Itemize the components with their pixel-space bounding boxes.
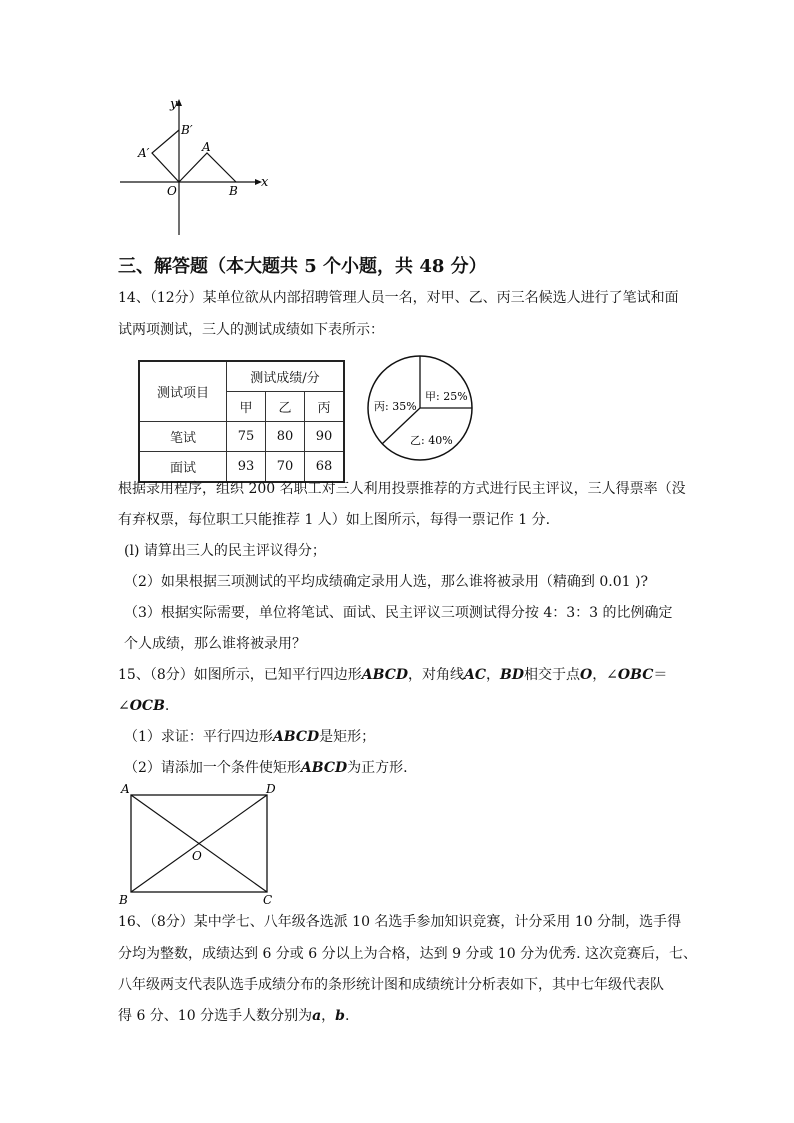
label-o: O [192,849,202,863]
cell: 75 [227,422,266,452]
label-c: C [263,893,273,907]
q15-line1 [118,665,667,685]
q15-ac: AC [463,667,486,683]
score-table [138,360,345,483]
col-header: 甲 [227,392,266,422]
q15-abcd: ABCD [272,729,320,745]
cell: 80 [266,422,305,452]
q15-obc: OBC [617,667,654,683]
section-title: 三、解答题（本大题共 5 个小题，共 48 分） [118,256,487,277]
pie-label-jia: 甲: 25% [425,390,468,403]
vote-pie-chart [364,352,484,464]
q16-line2: 分均为整数，成绩达到 6 分或 6 分以上为合格，达到 9 分或 10 分为优秀. 这次竞赛后，七、 [118,946,698,962]
row-label: 笔试 [139,422,227,452]
q16-text: 得 6 分、10 分选手人数分别为 [118,1008,313,1024]
q15-sub2 [124,758,408,778]
q16-line4 [118,1006,349,1026]
rectangle-figure [114,780,294,908]
q15-text: 是矩形； [319,729,376,745]
q14-line3: 根据录用程序，组织 200 名职工对三人利用投票推荐的方式进行民主评议，三人得票率（没 [118,481,686,497]
q14-sub1: (l) 请算出三人的民主评议得分； [124,543,326,559]
q16-text: ， [321,1008,336,1024]
label-b-prime: B′ [181,123,193,137]
q15-text: ，对角线 [407,667,464,683]
q15-text: ，∠ [592,667,618,683]
q15-bd: BD [500,667,524,683]
q16-a: a [312,1008,322,1024]
q14-sub3-line2: 个人成绩，那么谁将被录用？ [124,636,306,652]
q14-line2: 试两项测试，三人的测试成绩如下表所示： [118,322,384,338]
q15-text: . [164,698,170,714]
q14-line4: 有弃权票，每位职工只能推荐 1 人）如上图所示，每得一票记作 1 分. [118,512,551,528]
table-corner: 测试项目 [139,361,227,422]
coordinate-figure [110,90,280,240]
q15-abcd: ABCD [300,760,348,776]
q15-ocb: OCB [129,698,165,714]
label-a: A [121,782,130,796]
table-row [139,422,344,452]
table-row [139,452,344,483]
q15-text: ， [486,667,500,683]
cell: 90 [305,422,345,452]
label-a-prime: A′ [138,146,150,160]
q15-text: （2）请添加一个条件使矩形 [124,760,301,776]
q16-b: b [335,1008,345,1024]
q16-line1: 16、（8分）某中学七、八年级各选派 10 名选手参加知识竞赛，计分采用 10 分制，选手得 [118,914,682,930]
col-header: 乙 [266,392,305,422]
q15-o: O [579,667,593,683]
cell: 68 [305,452,345,483]
pie-label-bing: 丙: 35% [374,400,417,413]
q15-line2 [118,696,169,716]
q16-text: . [344,1008,350,1024]
col-header: 丙 [305,392,345,422]
q14-sub2: （2）如果根据三项测试的平均成绩确定录用人选，那么谁将被录用（精确到 0.01 )? [124,574,648,590]
q16-line3: 八年级两支代表队选手成绩分布的条形统计图和成绩统计分析表如下，其中七年级代表队 [118,977,664,993]
label-a: A [202,140,211,154]
cell: 70 [266,452,305,483]
q15-text: ∠ [118,698,130,714]
q15-text: 为正方形. [347,760,408,776]
triangle-oa-prime-b-prime [152,130,179,182]
triangle-oab [179,153,236,182]
q15-text: （1）求证：平行四边形 [124,729,273,745]
q15-abcd: ABCD [361,667,408,683]
label-y: y [170,97,178,112]
table-group-header: 测试成绩/分 [227,361,345,392]
q15-sub1 [124,727,375,747]
q15-text: 相交于点 [523,667,580,683]
q14-sub3-line1: （3）根据实际需要，单位将笔试、面试、民主评议三项测试得分按 4：3：3 的比例确定 [124,605,673,621]
label-d: D [266,782,276,796]
label-x: x [261,175,269,190]
label-b: B [229,184,238,198]
q14-line1: 14、（12分）某单位欲从内部招聘管理人员一名，对甲、乙、丙三名候选人进行了笔试和面 [118,290,679,306]
cell: 93 [227,452,266,483]
label-o: O [167,184,177,198]
row-label: 面试 [139,452,227,483]
pie-label-yi: 乙: 40% [410,434,453,447]
q15-text: 15、（8分）如图所示，已知平行四边形 [118,667,362,683]
label-b: B [119,893,128,907]
q15-text: ＝ [653,667,668,683]
